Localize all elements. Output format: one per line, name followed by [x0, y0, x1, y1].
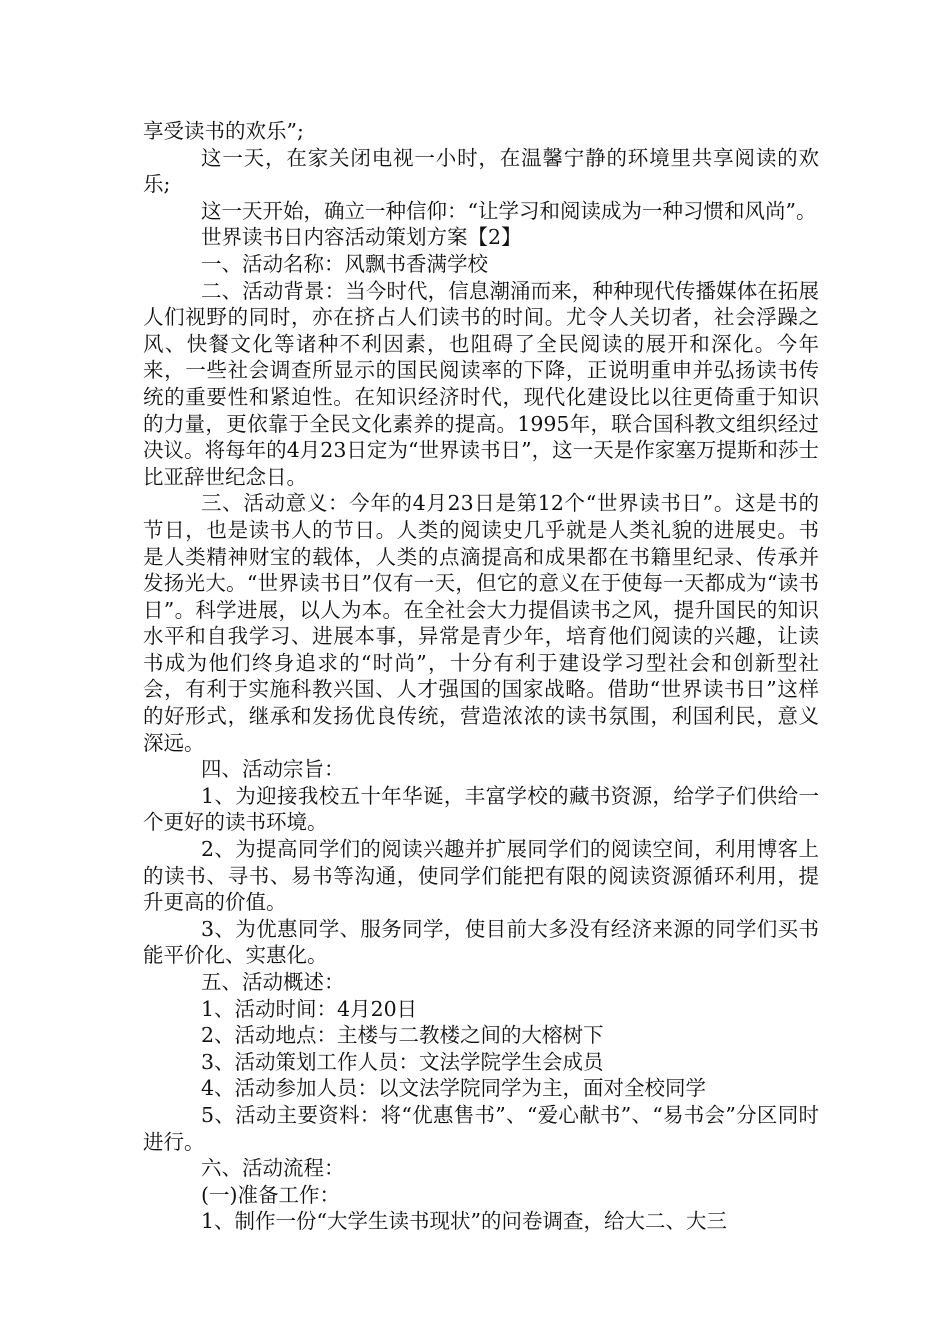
list-item: 1、制作一份“大学生读书现状”的问卷调查，给大二、大三	[201, 1209, 728, 1234]
paragraph: 享受读书的欢乐”;	[143, 119, 304, 143]
paragraph: 四、活动宗旨：	[201, 757, 345, 782]
paragraph: (一)准备工作：	[201, 1182, 340, 1207]
list-item: 3、为优惠同学、服务同学，使目前大多没有经济来源的同学们买书能平价化、实惠化。	[143, 916, 819, 968]
paragraph: 这一天开始，确立一种信仰：“让学习和阅读成为一种习惯和风尚”。	[201, 198, 817, 223]
list-item: 1、活动时间：4月20日	[201, 996, 418, 1021]
paragraph: 一、活动名称：风飘书香满学校	[201, 251, 488, 276]
paragraph: 六、活动流程：	[201, 1156, 345, 1181]
list-item: 2、为提高同学们的阅读兴趣并扩展同学们的阅读空间，利用博客上的读书、寻书、易书等沟通，使同学们能把有限的阅读资源循环利用，提升更高的价值。	[143, 837, 819, 915]
paragraph: 二、活动背景：当今时代，信息潮涌而来，种种现代传播媒体在拓展人们视野的同时，亦在挤占人们读书的时间。尤令人关切者，社会浮躁之风、快餐文化等诸种不利因素，也阻碍了全民阅读的展开和深化。今年来，一些社会调查所显示的国民阅读率的下降，正说明重申并弘扬读书传统的重要性和紧迫性。在知识经济时代，现代化建设比以往更倚重于知识的力量，更依靠于全民文化素养的提高。1995年，联合国科教文组织经过决议。将每年的4月23日定为“世界读书日”，这一天是作家塞万提斯和莎士比亚辞世纪念日。	[143, 278, 819, 489]
section-heading: 世界读书日内容活动策划方案【2】	[201, 225, 522, 250]
paragraph: 三、活动意义：今年的4月23日是第12个“世界读书日”。这是书的节日，也是读书人的节日。人类的阅读史几乎就是人类礼貌的进展史。书是人类精神财宝的载体，人类的点滴提高和成果都在书籍里纪录、传承并发扬光大。“世界读书日”仅有一天，但它的意义在于使每一天都成为“读书日”。科学进展，以人为本。在全社会大力提倡读书之风，提升国民的知识水平和自我学习、进展本事，异常是青少年，培育他们阅读的兴趣，让读书成为他们终身追求的“时尚”，十分有利于建设学习型社会和创新型社会，有利于实施科教兴国、人才强国的国家战略。借助“世界读书日”这样的好形式，继承和发扬优良传统，营造浓浓的读书氛围，利国利民，意义深远。	[143, 491, 819, 755]
paragraph: 五、活动概述：	[201, 970, 345, 994]
document-page	[143, 118, 819, 1235]
list-item: 3、活动策划工作人员：文法学院学生会成员	[201, 1049, 604, 1074]
list-item: 4、活动参加人员：以文法学院同学为主，面对全校同学	[201, 1076, 707, 1101]
paragraph: 这一天，在家关闭电视一小时，在温馨宁静的环境里共享阅读的欢乐;	[143, 145, 819, 197]
list-item: 2、活动地点：主楼与二教楼之间的大榕树下	[201, 1023, 604, 1048]
list-item: 1、为迎接我校五十年华诞，丰富学校的藏书资源，给学子们供给一个更好的读书环境。	[143, 783, 819, 835]
list-item: 5、活动主要资料：将“优惠售书”、“爱心献书”、“易书会”分区同时进行。	[143, 1102, 819, 1154]
